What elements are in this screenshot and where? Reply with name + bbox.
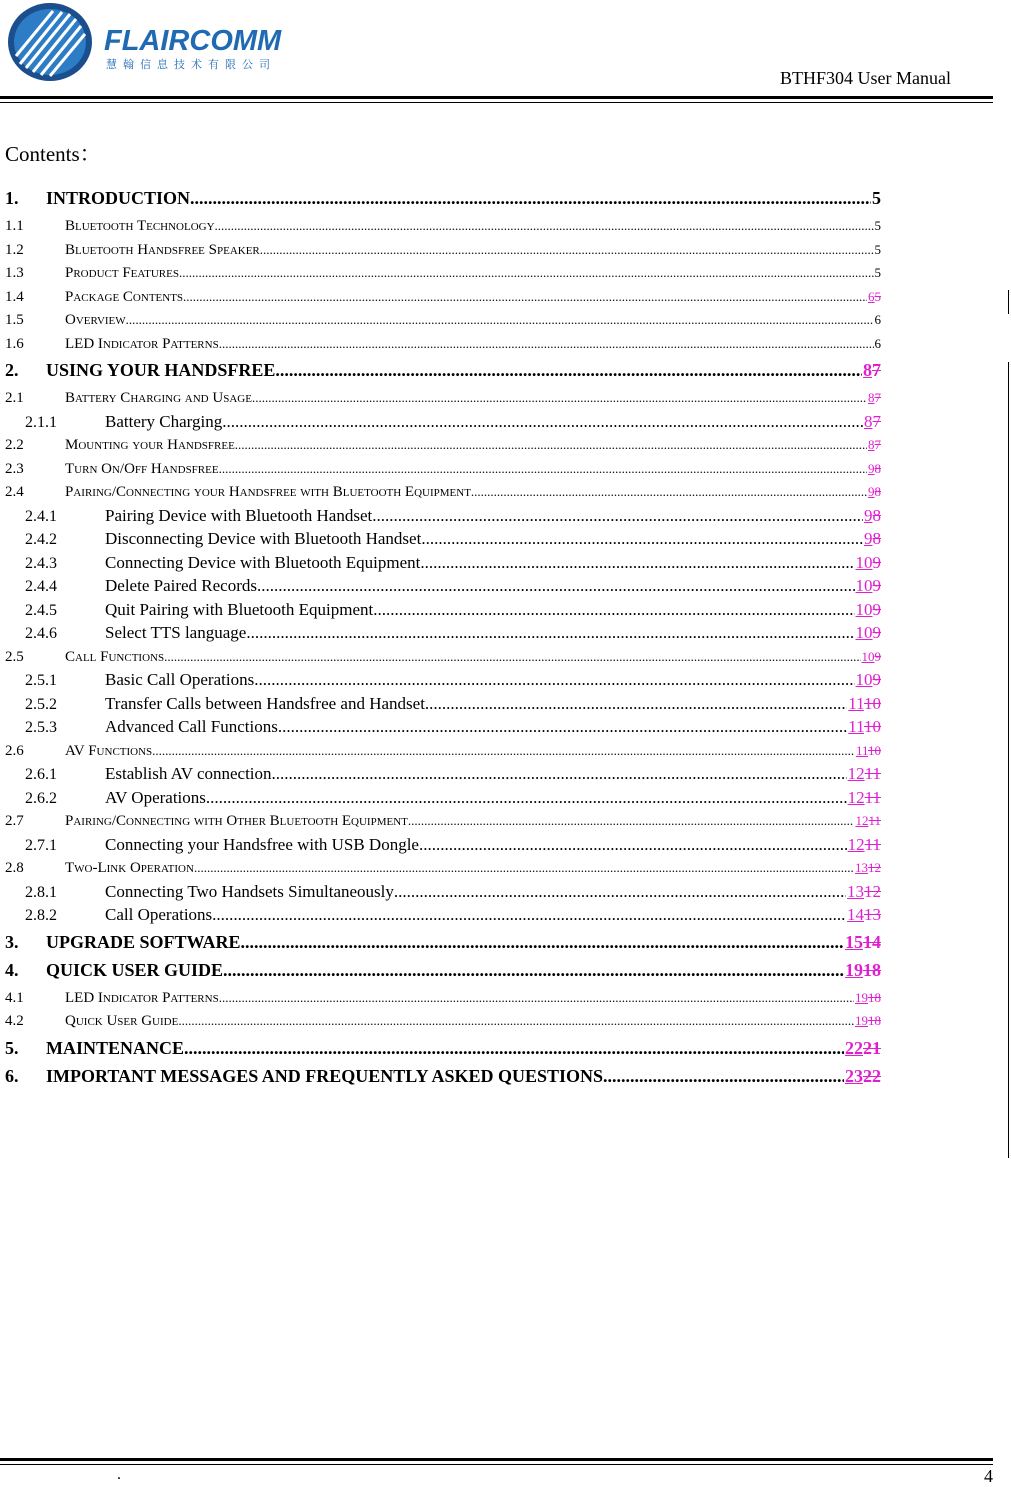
toc-entry-title[interactable]: Basic Call Operations [105, 670, 255, 689]
page-number-deleted: 8 [872, 505, 881, 525]
page-number: 4 [984, 1466, 993, 1486]
toc-entry-title[interactable]: Overview [65, 312, 126, 328]
toc-entry-title[interactable]: Call Functions [65, 648, 165, 665]
toc-entry-title[interactable]: UPGRADE SOFTWARE [46, 931, 241, 952]
toc-entry[interactable] [5, 621, 881, 645]
page-number-deleted: 18 [863, 959, 881, 980]
page-number-inserted: 10 [855, 576, 873, 595]
toc-entry-title[interactable]: Connecting your Handsfree with USB Dongle [105, 834, 419, 854]
toc-entry[interactable] [5, 1036, 881, 1060]
toc-entry-page[interactable] [847, 762, 881, 786]
toc-entry-page[interactable] [867, 386, 881, 410]
page-number-deleted: 9 [872, 552, 881, 572]
toc-entry-number: 2.4.4 [25, 578, 57, 595]
footer-rule-thin [0, 1464, 993, 1465]
page-number-inserted: 14 [847, 905, 864, 924]
toc-dot-leader [252, 386, 867, 410]
page-number-inserted: 12 [847, 834, 865, 854]
toc-entry-page[interactable] [867, 433, 881, 457]
page-number-deleted: 14 [863, 931, 881, 952]
toc-entry-page[interactable] [855, 574, 882, 598]
toc-dot-leader [222, 410, 863, 434]
page-number-deleted: 9 [872, 599, 881, 619]
page-number-deleted: 7 [874, 390, 881, 405]
toc-entry-title[interactable]: Connecting Device with Bluetooth Equipment [105, 552, 421, 572]
page-number-inserted: 12 [855, 813, 869, 828]
toc-entry-page[interactable] [862, 358, 881, 382]
toc-entry[interactable] [5, 574, 881, 598]
toc-entry-title[interactable]: Two-Link Operation [65, 860, 194, 876]
toc-entry-title[interactable]: Mounting your Handsfree [65, 437, 235, 453]
page-number-inserted: 9 [864, 529, 873, 548]
page-number-deleted: 13 [864, 905, 881, 924]
toc-entry-page[interactable] [863, 410, 881, 434]
toc-dot-leader [260, 238, 874, 262]
toc-entry-number: 2.4.3 [25, 554, 57, 572]
toc-entry-number: 4. [5, 959, 19, 980]
page-number-deleted: 11 [864, 787, 881, 807]
toc-entry-page[interactable] [867, 480, 881, 504]
toc-entry-number: 2.1.1 [25, 413, 57, 431]
toc-entry-page[interactable] [846, 903, 881, 927]
toc-entry-title[interactable]: Select TTS language [105, 623, 247, 642]
page-number-inserted: 23 [845, 1065, 863, 1086]
page-number-deleted: 18 [868, 1013, 881, 1028]
toc-entry-page[interactable] [854, 986, 881, 1010]
page-number-text: 5 [872, 188, 881, 208]
toc-entry[interactable] [5, 880, 881, 904]
toc-entry[interactable] [5, 1009, 881, 1033]
toc-entry[interactable] [5, 739, 881, 763]
toc-entry-page[interactable] [855, 551, 882, 575]
toc-dot-leader [235, 433, 867, 457]
change-bar [1008, 362, 1009, 1158]
toc-entry-title[interactable]: Connecting Two Handsets Simultaneously [105, 881, 394, 901]
page-number-deleted: 10 [868, 742, 881, 758]
toc-entry[interactable] [5, 903, 881, 927]
toc-dot-leader [194, 856, 854, 880]
toc-dot-leader [421, 527, 863, 551]
toc-entry[interactable] [5, 692, 881, 716]
change-bar [1008, 290, 1009, 314]
toc-entry-page[interactable] [855, 621, 882, 645]
toc-entry-page[interactable] [867, 457, 881, 481]
toc-entry-page[interactable] [854, 809, 881, 833]
toc-entry[interactable] [5, 410, 881, 434]
toc-dot-leader [184, 1036, 844, 1060]
page-number-inserted: 11 [848, 693, 864, 713]
toc-entry[interactable] [5, 186, 881, 210]
toc-entry-number: 2.4.5 [25, 601, 57, 619]
page-number-deleted: 5 [874, 288, 881, 304]
toc-entry-title[interactable]: Pairing/Connecting with Other Bluetooth Equipment [65, 813, 408, 829]
page-number-text: 6 [874, 335, 881, 351]
toc-entry-page[interactable] [874, 308, 882, 332]
toc-entry-number: 2.6.2 [25, 789, 57, 807]
page-number-deleted: 9 [872, 670, 881, 689]
toc-entry[interactable] [5, 598, 881, 622]
toc-dot-leader [206, 786, 847, 810]
toc-entry-number: 2.7.1 [25, 836, 57, 854]
toc-entry[interactable] [5, 1064, 881, 1088]
toc-dot-leader [215, 214, 874, 238]
page-number-deleted: 11 [864, 834, 881, 854]
toc-entry-title[interactable]: Quick User Guide [65, 1013, 179, 1029]
toc-entry-number: 2.4 [5, 484, 24, 500]
page-number-deleted: 8 [872, 529, 881, 548]
toc-dot-leader [152, 739, 855, 763]
toc-entry-number: 2.7 [5, 813, 24, 829]
page-number-inserted: 22 [845, 1037, 863, 1058]
brand-name-cn: 慧翰信息技术有限公司 [106, 58, 276, 71]
toc-entry-title[interactable]: Turn On/Off Handsfree [65, 460, 219, 477]
toc-entry[interactable] [5, 551, 881, 575]
toc-entry-number: 2.5.1 [25, 672, 57, 689]
toc-entry-title[interactable]: Disconnecting Device with Bluetooth Handset [105, 529, 422, 548]
toc-entry-number: 1.6 [5, 335, 24, 352]
toc-entry-page[interactable] [874, 261, 882, 285]
page-number-inserted: 10 [855, 599, 873, 619]
page-number-deleted: 10 [864, 717, 881, 736]
toc-entry-number: 1.2 [5, 241, 24, 258]
toc-entry[interactable] [5, 433, 881, 457]
toc-entry[interactable] [5, 986, 881, 1010]
page-number-deleted: 9 [874, 648, 881, 664]
toc-entry-page[interactable] [844, 958, 881, 982]
page-number-deleted: 12 [868, 860, 881, 875]
page-number-inserted: 12 [847, 787, 865, 807]
toc-entry-page[interactable] [844, 1036, 881, 1060]
toc-entry-title[interactable]: Pairing/Connecting your Handsfree with Bluetooth Equipment [65, 484, 471, 500]
toc-entry[interactable] [5, 856, 881, 880]
page-number-inserted: 8 [864, 411, 873, 431]
toc-entry-page[interactable] [855, 598, 882, 622]
toc-dot-leader [272, 762, 847, 786]
toc-entry[interactable] [5, 715, 881, 739]
toc-entry[interactable] [5, 238, 881, 262]
toc-entry[interactable] [5, 958, 881, 982]
toc-entry-number: 1.1 [5, 218, 24, 234]
toc-entry-title[interactable]: Bluetooth Technology [65, 218, 215, 234]
page-number-inserted: 9 [864, 505, 873, 525]
toc-dot-leader [190, 186, 871, 210]
toc-entry[interactable] [5, 762, 881, 786]
toc-entry-page[interactable] [861, 645, 882, 669]
page-number-inserted: 6 [868, 288, 875, 304]
toc-entry-page[interactable] [846, 880, 881, 904]
toc-entry-title[interactable]: LED Indicator Patterns [65, 335, 219, 352]
header-rule-thin [0, 102, 993, 103]
toc-entry-number: 2. [5, 360, 19, 380]
toc-dot-leader [257, 574, 855, 598]
toc-entry-page[interactable] [847, 692, 881, 716]
toc-entry-title[interactable]: Establish AV connection [105, 764, 272, 783]
page-number-deleted: 11 [868, 813, 881, 828]
toc-dot-leader [278, 715, 847, 739]
toc-entry-page[interactable] [844, 1064, 881, 1088]
toc-entry[interactable] [5, 527, 881, 551]
toc-entry-number: 2.3 [5, 460, 24, 477]
toc-entry-page[interactable] [847, 833, 881, 857]
toc-entry-page[interactable] [874, 332, 882, 356]
toc-dot-leader [471, 480, 867, 504]
toc-dot-leader [372, 504, 863, 528]
toc-entry-title[interactable]: INTRODUCTION [46, 188, 191, 208]
toc-entry-title[interactable]: Pairing Device with Bluetooth Handset [105, 505, 373, 525]
toc-entry-number: 2.6 [5, 742, 24, 759]
page-number-deleted: 11 [864, 764, 881, 783]
toc-dot-leader [223, 958, 844, 982]
table-of-contents [5, 183, 881, 1092]
toc-entry[interactable] [5, 668, 881, 692]
toc-entry-page[interactable] [855, 739, 881, 763]
toc-entry-page[interactable] [855, 668, 882, 692]
toc-entry-page[interactable] [854, 1009, 881, 1033]
page-number-inserted: 9 [868, 484, 875, 499]
toc-dot-leader [275, 358, 862, 382]
toc-entry[interactable] [5, 308, 881, 332]
toc-entry-number: 1.3 [5, 265, 24, 281]
toc-entry-page[interactable] [874, 214, 882, 238]
toc-entry-number: 1.4 [5, 288, 24, 305]
brand-name: FLAIRCOMM [104, 25, 282, 57]
page-number-deleted: 7 [872, 411, 881, 431]
toc-entry-number: 4.2 [5, 1013, 24, 1029]
page-number-inserted: 10 [861, 648, 875, 664]
toc-entry[interactable] [5, 930, 881, 954]
page-number-deleted: 18 [868, 989, 881, 1005]
company-logo [6, 2, 298, 82]
toc-entry-title[interactable]: Advanced Call Functions [105, 717, 278, 736]
toc-entry-page[interactable] [874, 238, 882, 262]
toc-dot-leader [178, 1009, 854, 1033]
toc-entry[interactable] [5, 809, 881, 833]
page-number-deleted: 10 [864, 693, 881, 713]
page-number-inserted: 10 [855, 552, 873, 572]
toc-entry-page[interactable] [847, 786, 881, 810]
toc-entry-page[interactable] [867, 285, 881, 309]
toc-dot-leader [394, 880, 846, 904]
toc-entry-number: 2.5 [5, 648, 24, 665]
toc-entry-title[interactable]: LED Indicator Patterns [65, 989, 219, 1006]
toc-entry-title[interactable]: QUICK USER GUIDE [46, 959, 224, 980]
page-number-deleted: 22 [863, 1065, 881, 1086]
page-number-deleted: 8 [874, 484, 881, 499]
toc-entry-page[interactable] [863, 504, 881, 528]
toc-entry-number: 3. [5, 931, 19, 952]
toc-entry[interactable] [5, 214, 881, 238]
page-number-inserted: 11 [848, 717, 864, 736]
toc-entry-number: 2.4.1 [25, 507, 57, 525]
page-number-inserted: 11 [855, 742, 868, 758]
page-number-text: 5 [874, 265, 881, 280]
header-rule [0, 96, 993, 99]
toc-entry-title[interactable]: Bluetooth Handsfree Speaker [65, 241, 260, 258]
toc-dot-leader [164, 645, 860, 669]
toc-dot-leader [126, 308, 874, 332]
toc-dot-leader [179, 261, 874, 285]
toc-entry[interactable] [5, 786, 881, 810]
page-number-deleted: 7 [874, 437, 881, 452]
toc-entry-title[interactable]: Call Operations [105, 905, 213, 924]
toc-entry[interactable] [5, 833, 881, 857]
page-number-deleted: 9 [872, 576, 881, 595]
toc-dot-leader [212, 903, 846, 927]
toc-entry[interactable] [5, 504, 881, 528]
toc-entry-page[interactable] [844, 930, 881, 954]
toc-entry-title[interactable]: MAINTENANCE [46, 1037, 185, 1058]
toc-dot-leader [183, 285, 867, 309]
toc-entry[interactable] [5, 480, 881, 504]
toc-entry-page[interactable] [847, 715, 881, 739]
toc-entry-title[interactable]: Delete Paired Records [105, 576, 257, 595]
footer-rule [0, 1458, 993, 1461]
toc-dot-leader [425, 692, 847, 716]
toc-entry-page[interactable] [871, 186, 881, 210]
page-number-inserted: 8 [868, 437, 875, 452]
page-number-inserted: 15 [845, 931, 863, 952]
toc-entry-title[interactable]: Product Features [65, 265, 179, 281]
toc-dot-leader [219, 986, 854, 1010]
toc-entry-number: 2.4.2 [25, 531, 57, 548]
toc-entry-number: 6. [5, 1065, 19, 1086]
page-number-inserted: 13 [847, 881, 864, 901]
toc-dot-leader [246, 621, 854, 645]
page-number-text: 6 [874, 312, 881, 327]
toc-entry-title[interactable]: Quit Pairing with Bluetooth Equipment [105, 599, 374, 619]
toc-entry-number: 2.8.1 [25, 883, 57, 901]
contents-heading: Contents： [5, 142, 101, 166]
document-title: BTHF304 User Manual [780, 68, 951, 88]
page-number-inserted: 10 [855, 623, 873, 642]
toc-entry-number: 5. [5, 1037, 19, 1058]
toc-entry-number: 1.5 [5, 312, 24, 328]
toc-entry-title[interactable]: Battery Charging and Usage [65, 390, 252, 406]
footer-marker: . [117, 1466, 121, 1483]
page-number-deleted: 12 [864, 881, 881, 901]
toc-entry-title[interactable]: AV Operations [105, 787, 206, 807]
page-number-inserted: 9 [868, 460, 875, 476]
page-number-deleted: 8 [874, 460, 881, 476]
toc-entry[interactable] [5, 261, 881, 285]
toc-entry-page[interactable] [863, 527, 881, 551]
page-number-inserted: 10 [855, 670, 873, 689]
toc-dot-leader [373, 598, 854, 622]
toc-entry[interactable] [5, 457, 881, 481]
page-number-deleted: 9 [872, 623, 881, 642]
toc-entry[interactable] [5, 285, 881, 309]
toc-entry-title[interactable]: AV Functions [65, 742, 153, 759]
toc-entry-title[interactable]: USING YOUR HANDSFREE [46, 360, 276, 380]
page-number-inserted: 19 [855, 989, 868, 1005]
toc-dot-leader [603, 1064, 844, 1088]
toc-entry-number: 2.5.3 [25, 719, 57, 736]
toc-entry-number: 2.8 [5, 860, 24, 876]
toc-entry-number: 2.2 [5, 437, 24, 453]
toc-entry-number: 4.1 [5, 989, 24, 1006]
page-number-text: 5 [874, 218, 881, 233]
toc-entry-title[interactable]: Battery Charging [105, 411, 223, 431]
page-number-deleted: 21 [863, 1037, 881, 1058]
toc-entry[interactable] [5, 358, 881, 382]
toc-entry-title[interactable]: Transfer Calls between Handsfree and Handset [105, 693, 425, 713]
page-number-inserted: 19 [845, 959, 863, 980]
toc-dot-leader [408, 809, 855, 833]
page-number-inserted: 8 [863, 360, 872, 380]
toc-entry-title[interactable]: Package Contents [65, 288, 184, 305]
toc-entry[interactable] [5, 332, 881, 356]
toc-dot-leader [420, 551, 854, 575]
toc-entry[interactable] [5, 645, 881, 669]
page-number-inserted: 19 [855, 1013, 868, 1028]
toc-entry-number: 2.1 [5, 390, 24, 406]
toc-entry-page[interactable] [854, 856, 881, 880]
toc-entry-number: 2.5.2 [25, 695, 57, 713]
toc-entry-number: 2.6.1 [25, 766, 57, 783]
toc-dot-leader [241, 930, 844, 954]
page-number-inserted: 13 [855, 860, 868, 875]
page-number-deleted: 7 [872, 360, 881, 380]
toc-dot-leader [419, 833, 847, 857]
page-number-inserted: 8 [868, 390, 875, 405]
toc-entry-title[interactable]: IMPORTANT MESSAGES AND FREQUENTLY ASKED QUESTIONS [46, 1065, 603, 1086]
toc-dot-leader [254, 668, 854, 692]
page-number-inserted: 12 [847, 764, 865, 783]
flaircomm-logo-icon [6, 2, 298, 82]
toc-entry-number: 2.4.6 [25, 625, 57, 642]
toc-dot-leader [219, 332, 874, 356]
toc-dot-leader [219, 457, 867, 481]
page-number-text: 5 [874, 241, 881, 257]
toc-entry-number: 1. [5, 188, 19, 208]
toc-entry[interactable] [5, 386, 881, 410]
toc-entry-number: 2.8.2 [25, 907, 57, 924]
